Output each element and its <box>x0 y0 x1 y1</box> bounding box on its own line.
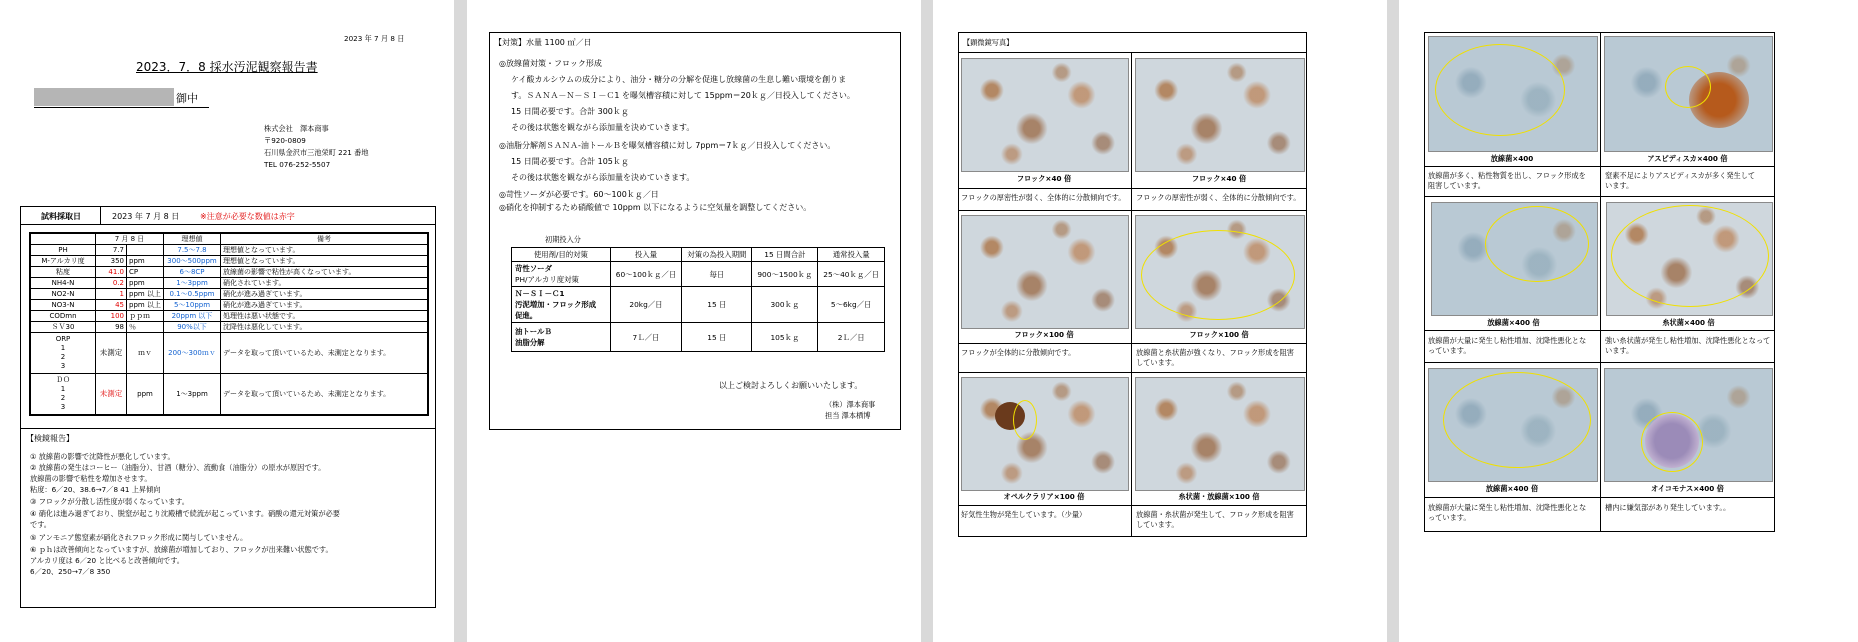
table-row: NH4-N 0.2 ppm 1～3ppm 硝化されています。 <box>30 278 428 289</box>
report-line: ⑥ ｐｈは改善傾向となっていますが、放線菌が増加しており、フロックが出来難い状態です。 <box>30 545 333 554</box>
plan-line: ◎放線菌対策・フロック形成 <box>499 59 602 68</box>
recipient-underline <box>34 107 209 108</box>
sample-label: 試料採取日 <box>41 212 81 221</box>
col-note: 備考 <box>221 233 429 245</box>
plan-line: 15 日間必要です。合計 300ｋｇ <box>511 107 629 116</box>
table-row: NO2-N 1 ppm 以上 0.1～0.5ppm 硝化が進み過ぎています。 <box>30 289 428 300</box>
report-line: です。 <box>30 520 51 529</box>
table-row: CODmn 100 ｐｐｍ 20ppm 以下 処理性は悪い状態です。 <box>30 311 428 322</box>
sample-row-sep <box>100 206 101 224</box>
report-page-3 <box>933 0 1387 642</box>
micrograph-photo <box>1135 377 1305 491</box>
micrograph-desc: っています。 <box>1428 346 1471 355</box>
company-tel: TEL 076-252-5507 <box>264 160 331 169</box>
micrograph-caption: フロック×100 倍 <box>1014 330 1074 339</box>
report-page-2 <box>467 0 921 642</box>
table-row: 粘度 41.0 CP 6～8CP 放線菌の影響で粘性が高くなっています。 <box>30 267 428 278</box>
micrograph-desc: います。 <box>1605 346 1634 355</box>
micrograph-desc: 放線菌が多く、粘性物質を出し、フロック形成を <box>1428 171 1586 180</box>
table-row: 苛性ソーダ PH/アルカリ度対策 60～100ｋｇ／日 毎日 900～1500ｋｇ 25～40ｋｇ／日 <box>512 262 885 287</box>
micrograph-desc: 強い糸状菌が発生し粘性増加、沈降性悪化となって <box>1605 336 1771 345</box>
plan-line: ◎硝化を抑制するため硝酸値で 10ppm 以下になるように空気量を調整してください。 <box>499 203 812 212</box>
micrograph-desc: 放線菌が大量に発生し粘性増加、沈降性悪化とな <box>1428 503 1587 512</box>
plan-line: その後は状態を観ながら添加量を決めていきます。 <box>511 123 695 132</box>
report-line: ④ 硝化は進み過ぎており、脱窒が起こり沈殿槽で続流が起こっています。硝酸の還元対策が必要 <box>30 509 340 518</box>
company-postal: 〒920-0809 <box>264 136 306 145</box>
report-date: 2023 年 7 月 8 日 <box>344 34 405 43</box>
col-date: 7 月 8 日 <box>96 233 164 245</box>
table-row-orp: ORP 1 2 3 未測定 ｍｖ 200～300ｍｖ データを取って頂いているため、未測定となります。 <box>30 333 428 374</box>
countermeasure-heading: 【対策】水量 1100 ㎥／日 <box>494 38 592 47</box>
micrograph-caption: オイコモナス×400 倍 <box>1651 484 1724 493</box>
micrograph-photo <box>961 377 1129 491</box>
plan-line: 15 日間必要です。合計 105ｋｇ <box>511 157 629 166</box>
sender-company: （株）澤本商事 <box>825 400 876 409</box>
highlight-ellipse <box>1641 412 1703 472</box>
micrograph-desc: 放線菌と糸状菌が強くなり、フロック形成を阻害 <box>1136 348 1294 357</box>
micrograph-desc: 放線菌が大量に発生し粘性増加、沈降性悪化とな <box>1428 336 1587 345</box>
micrograph-desc: 窒素不足によりアスピディスカが多く発生して <box>1605 171 1756 180</box>
plan-line: す。ＳＡＮＡ－Ｎ－ＳＩ－Ｃ1 を曝気槽容積に対して 15ppm＝20ｋｇ／日投入してください。 <box>511 91 855 100</box>
company-name: 株式会社 澤本商事 <box>264 124 329 133</box>
micrograph-desc: しています。 <box>1136 358 1179 367</box>
micrograph-desc: 放線菌・糸状菌が発生して、フロック形成を阻害 <box>1136 510 1294 519</box>
report-title: 2023．7．8 採水汚泥観察報告書 <box>136 60 318 74</box>
report-line: ③ フロックが分散し活性度が弱くなっています。 <box>30 497 189 506</box>
sender-person: 担当 澤本栖博 <box>825 411 871 420</box>
recipient-suffix: 御中 <box>176 92 198 105</box>
micrograph-caption: 放線菌×400 倍 <box>1485 484 1539 493</box>
plan-line: ◎苛性ソーダが必要です。60～100ｋｇ／日 <box>499 190 659 199</box>
report-line: 粘度：6／20、38.6→7／8 41 上昇傾向 <box>30 485 161 494</box>
report-line: 6／20、250→7／8 350 <box>30 567 111 576</box>
highlight-ellipse <box>1665 66 1711 108</box>
report-divider <box>20 428 436 429</box>
report-heading: 【検鏡報告】 <box>26 434 74 443</box>
micrograph-photo <box>961 58 1129 172</box>
micrograph-desc: 阻害しています。 <box>1428 181 1485 190</box>
report-line: ⑤ アンモニア態窒素が硝化されフロック形成に関与していません。 <box>30 533 248 542</box>
micrograph-desc: フロックの厚密性が弱く、全体的に分散傾向です。 <box>961 193 1126 202</box>
table-row: 油トールＢ 油脂分解 7Ｌ／日 15 日 105ｋｇ 2Ｌ／日 <box>512 323 885 352</box>
highlight-ellipse <box>1013 400 1037 440</box>
table-row: M-アルカリ度 350 ppm 300～500ppm 理想値となっています。 <box>30 256 428 267</box>
micrograph-desc: フロックが全体的に分散傾向です。 <box>961 348 1076 357</box>
col-ideal: 理想値 <box>164 233 221 245</box>
micrograph-photo <box>961 215 1129 329</box>
micrograph-caption: 放線菌×400 倍 <box>1487 318 1540 327</box>
table-row: PH 7.7 7.5～7.8 理想値となっています。 <box>30 245 428 256</box>
micrograph-desc: 槽内に嫌気部があり発生しています。。 <box>1605 503 1731 512</box>
report-page-1 <box>0 0 454 642</box>
highlight-ellipse <box>1485 206 1589 282</box>
micrograph-caption: 放線菌×400 <box>1490 154 1534 163</box>
highlight-ellipse <box>1141 230 1295 320</box>
micrograph-caption: 糸状菌・放線菌×100 倍 <box>1178 492 1260 501</box>
sample-row-divider <box>20 224 436 225</box>
micrograph-caption: オペルクラリア×100 倍 <box>1003 492 1085 501</box>
sample-note: ※注意が必要な数値は赤字 <box>200 212 295 221</box>
report-line: アルカリ度は 6／20 と比べると改善傾向です。 <box>30 556 184 565</box>
table-row: NO3-N 45 ppm 以上 5～10ppm 硝化が進み過ぎています。 <box>30 300 428 311</box>
micrograph-desc: しています。 <box>1136 520 1179 529</box>
dose-table-title: 初期投入分 <box>545 235 581 244</box>
col-item <box>30 233 96 245</box>
closing-text: 以上ご検討よろしくお願いいたします。 <box>719 381 863 390</box>
micrograph-photo <box>1135 58 1305 172</box>
micrograph-heading: 【顕微鏡写真】 <box>963 38 1014 47</box>
micrograph-desc: います。 <box>1605 181 1634 190</box>
report-line: ② 放線菌の発生はコーヒー（油脂分）、甘酒（糖分）、流動食（油脂分）の原水が原因です。 <box>30 463 326 472</box>
report-page-4 <box>1399 0 1858 642</box>
micrograph-desc: フロックの厚密性が弱く、全体的に分散傾向です。 <box>1136 193 1301 202</box>
table-row: ＳＶ30 98 ％ 90%以下 沈降性は悪化しています。 <box>30 322 428 333</box>
micrograph-caption: フロック×40 倍 <box>1016 174 1072 183</box>
sample-date: 2023 年 7 月 8 日 <box>112 212 180 221</box>
plan-line: その後は状態を観ながら添加量を決めていきます。 <box>511 173 695 182</box>
micrograph-caption: フロック×100 倍 <box>1189 330 1249 339</box>
company-address: 石川県金沢市三池栄町 221 番地 <box>264 148 369 157</box>
table-row-do: ＤＯ 1 2 3 未測定 ppm 1～3ppm データを取って頂いているため、未測定となります。 <box>30 374 428 416</box>
dose-table: 使用剤/目的対策 投入量 対策の為投入期間 15 日間合計 通常投入量 苛性ソーダ PH/アルカリ度対策 60～100ｋｇ／日 毎日 900～1500ｋｇ 25～40ｋｇ／日 Ｎ－ＳＩ－Ｃ1 汚泥増加・フロック形成促進。 20kg／日 15 日 300ｋｇ 5～6kg／日 油トールＢ 油脂分解 7Ｌ／日 15 日 105ｋｇ 2Ｌ／日 <box>511 247 885 352</box>
micrograph-desc: 好気性生物が発生しています。（少量） <box>961 510 1087 519</box>
measurement-table <box>29 232 429 416</box>
micrograph-desc: っています。 <box>1428 513 1471 522</box>
micrograph-caption: 糸状菌×400 倍 <box>1662 318 1715 327</box>
plan-line: ◎油脂分解剤ＳＡＮＡ-油トールＢを曝気槽容積に対し 7ppm＝7ｋｇ／日投入してください。 <box>499 141 836 150</box>
plan-line: ケイ酸カルシウムの成分により、油分・糖分の分解を促進し放線菌の生息し難い環境を創りま <box>511 75 847 84</box>
report-line: 放線菌の影響で粘性を増加させます。 <box>30 474 152 483</box>
report-line: ① 放線菌の影響で沈降性が悪化しています。 <box>30 452 175 461</box>
highlight-ellipse <box>1435 44 1565 136</box>
redacted-recipient <box>34 88 174 106</box>
highlight-ellipse <box>1611 205 1769 307</box>
highlight-ellipse <box>1443 372 1591 468</box>
micrograph-caption: アスピディスカ×400 倍 <box>1647 154 1728 163</box>
micrograph-caption: フロック×40 倍 <box>1191 174 1247 183</box>
table-row: Ｎ－ＳＩ－Ｃ1 汚泥増加・フロック形成促進。 20kg／日 15 日 300ｋｇ 5～6kg／日 <box>512 287 885 323</box>
